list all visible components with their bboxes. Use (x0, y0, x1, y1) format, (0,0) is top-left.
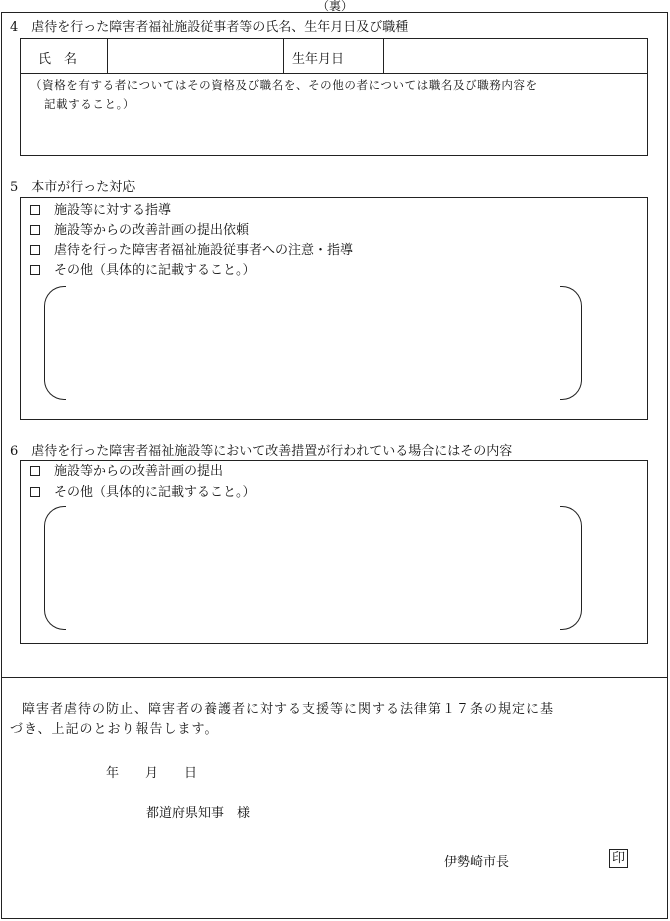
section5-title: 5 本市が行った対応 (10, 180, 136, 195)
checkbox-icon[interactable] (30, 205, 40, 215)
section4-note-line2: 記載すること。） (44, 97, 136, 111)
checkbox-icon[interactable] (30, 487, 40, 497)
name-label: 氏 名 (38, 52, 78, 67)
right-bracket-icon (560, 506, 582, 630)
section6-option-label: その他（具体的に記載すること。） (54, 485, 256, 500)
section5-option-other[interactable] (30, 263, 256, 279)
report-date: 年 月 日 (106, 766, 198, 781)
report-sender: 伊勢崎市長 (444, 855, 510, 870)
section5-option-improvement-request[interactable] (30, 223, 249, 239)
section5-option-label: 施設等に対する指導 (54, 203, 172, 218)
report-statement-line1: 障害者虐待の防止、障害者の養護者に対する支援等に関する法律第１７条の規定に基 (22, 702, 555, 717)
name-field[interactable] (108, 39, 282, 73)
section6-option-other[interactable] (30, 485, 256, 501)
section5-option-guidance[interactable] (30, 203, 171, 219)
checkbox-icon[interactable] (30, 245, 40, 255)
birthdate-label: 生年月日 (292, 52, 345, 67)
section4-note-line1: （資格を有する者についてはその資格及び職名を、その他の者については職名及び職務内容を (30, 78, 538, 92)
report-addressee: 都道府県知事 様 (146, 806, 251, 821)
section6-option-improvement-plan[interactable] (30, 464, 223, 480)
occupation-field[interactable] (21, 116, 647, 155)
seal-box: 印 (609, 849, 628, 868)
birthdate-field[interactable] (384, 39, 647, 73)
section5-option-label: 施設等からの改善計画の提出依頼 (54, 223, 250, 238)
section4-row-divider (20, 73, 648, 74)
checkbox-icon[interactable] (30, 265, 40, 275)
section5-option-staff-warning[interactable] (30, 243, 353, 259)
left-bracket-icon (44, 286, 66, 400)
section5-option-label: 虐待を行った障害者福祉施設従事者への注意・指導 (54, 243, 354, 258)
report-statement-line2: づき、上記のとおり報告します。 (10, 722, 219, 737)
section6-other-details-field[interactable] (70, 508, 556, 628)
left-bracket-icon (44, 506, 66, 630)
section4-title: 4 虐待を行った障害者福祉施設従事者等の氏名、生年月日及び職種 (10, 20, 409, 35)
section6-option-label: 施設等からの改善計画の提出 (54, 464, 224, 479)
checkbox-icon[interactable] (30, 225, 40, 235)
checkbox-icon[interactable] (30, 466, 40, 476)
right-bracket-icon (560, 286, 582, 400)
page-side-label: （裏） (316, 0, 353, 13)
section5-option-label: その他（具体的に記載すること。） (54, 263, 256, 278)
section4-col-divider-2 (283, 38, 284, 74)
section-divider (1, 677, 668, 678)
section6-title: 6 虐待を行った障害者福祉施設等において改善措置が行われている場合にはその内容 (10, 444, 513, 459)
section5-other-details-field[interactable] (70, 288, 556, 398)
